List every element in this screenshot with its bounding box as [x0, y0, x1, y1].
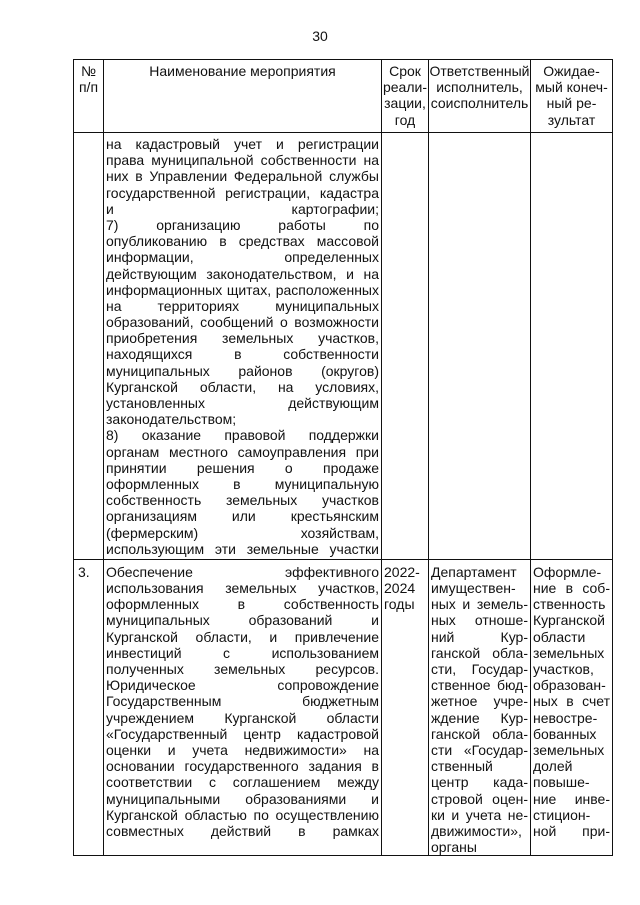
text-line: учреждением Курганской области [106, 709, 379, 726]
text-line: ние в соб- [533, 580, 610, 597]
text-line: сти «Государ- [431, 741, 528, 758]
text-line: государственной регистрации, кадастра [106, 184, 379, 201]
text-line: Наименование мероприятия [149, 63, 336, 79]
activity-name-cell [104, 559, 382, 855]
text-line: долей [533, 758, 573, 775]
text-line: годы [384, 596, 415, 613]
text-line: совместных действий в рамках [106, 822, 379, 839]
page-number: 30 [312, 28, 328, 44]
text-line: Курганской области, на условиях, [106, 378, 379, 395]
text-line: использующим эти земельные участки [106, 540, 379, 557]
header-responsible [429, 60, 531, 133]
text-line: информационных щитах, расположенных [106, 281, 379, 298]
text-line: «Государственный центр кадастровой [106, 725, 379, 742]
text-line: полученных земельных ресурсов. [106, 661, 379, 677]
text-line: муниципальных районов (округов) [106, 362, 379, 379]
text-line: движимости», [431, 822, 522, 839]
text-line: Курганской области, и привлечение [106, 628, 379, 645]
text-line: участков, [533, 661, 594, 677]
text-line: организациям или крестьянским [106, 508, 379, 525]
text-line: муниципальных образований и [106, 612, 379, 629]
text-line: соответствии с соглашением между [106, 774, 379, 791]
text-line: муниципальными образованиями и [106, 790, 379, 807]
text-line: оформленных в собственность [106, 596, 379, 613]
text-line: зации, [384, 95, 426, 112]
text-line: ние инве- [533, 790, 610, 807]
header-name [104, 60, 382, 133]
row-number [74, 133, 104, 560]
responsible-text [429, 564, 530, 855]
text-line: земельных [533, 741, 605, 758]
activity-name-cell [104, 133, 382, 560]
text-line: инвестиций с использованием [106, 644, 379, 661]
text-line: использования земельных участков, [106, 580, 379, 597]
text-line: ственный [431, 758, 493, 775]
text-line: образований, сообщений о возможности [106, 314, 379, 331]
text-line: 2024 [384, 580, 416, 597]
text-line: ганской обла- [431, 644, 528, 661]
text-line: законодательством; [106, 411, 237, 428]
text-line: реали- [382, 79, 427, 96]
table-row [74, 133, 613, 560]
text-line: собственность земельных участков [106, 492, 379, 509]
text-line: ной при- [533, 822, 610, 839]
text-line: ных отноше- [431, 612, 528, 629]
text-line: оформленных в муниципальную [106, 475, 379, 492]
text-line: приобретения земельных участков, [106, 330, 379, 347]
text-line: 8) оказание правовой поддержки [106, 427, 379, 444]
text-line: области [533, 628, 586, 645]
text-line: Государственным бюджетным [106, 693, 379, 710]
text-line: 7) организацию работы по [106, 216, 379, 233]
text-line: имуществен- [431, 580, 516, 597]
result-cell [531, 559, 613, 855]
result-text [531, 564, 612, 839]
text-line: оценки и учета недвижимости» на [106, 741, 379, 758]
text-line: повыше- [533, 774, 590, 791]
text-line: Департамент [431, 563, 517, 580]
text-line: ганской обла- [431, 725, 528, 742]
text-line: ний Кур- [431, 628, 528, 645]
term-text [382, 564, 428, 613]
text-line: ственное бюд- [431, 677, 528, 694]
text-line: на кадастровый учет и регистрации [106, 136, 379, 152]
text-line: ных и земель- [431, 596, 528, 613]
text-line: мый конеч- [535, 79, 608, 96]
text-line: образован- [533, 677, 606, 694]
header-num [74, 60, 104, 133]
text-line: год [394, 111, 416, 128]
activities-table [73, 59, 613, 856]
responsible-cell [429, 559, 531, 855]
term-cell [382, 133, 429, 560]
text-line: (фермерским) хозяйствам, [106, 524, 379, 541]
text-line: центр када- [431, 774, 528, 791]
text-line: Курганской [533, 612, 605, 629]
text-line: ных в счет [533, 693, 610, 710]
text-line: действующим законодательством, и на [106, 265, 379, 282]
text-line: Ожидае- [543, 63, 600, 79]
responsible-cell [429, 133, 531, 560]
text-line: права муниципальной собственности на [106, 152, 379, 169]
text-line: Курганской областью по осуществлению [106, 806, 379, 823]
text-line: № [80, 63, 97, 79]
text-line: ственность [533, 596, 606, 613]
text-line: стровой оцен- [431, 790, 528, 807]
text-line: сти, Государ- [431, 661, 528, 677]
text-line: Ответственный [429, 63, 530, 79]
text-line: стицион- [533, 806, 591, 823]
table-header-row [74, 60, 613, 133]
text-line: Оформле- [533, 563, 602, 580]
text-line: жетное учре- [431, 693, 528, 710]
text-line: земельных [533, 644, 605, 661]
text-line: Обеспечение эффективного [106, 563, 379, 580]
text-line: органы [431, 839, 477, 856]
text-line: и картографии; [106, 200, 379, 217]
text-line: находящихся в собственности [106, 346, 379, 363]
text-line: основании государственного задания в [106, 758, 379, 775]
text-line: Срок [389, 63, 421, 79]
text-line: опубликованию в средствах массовой [106, 233, 379, 250]
text-line: на территориях муниципальных [106, 297, 379, 314]
text-line: бованных [533, 725, 597, 742]
text-line: 2022- [384, 563, 420, 580]
term-cell [382, 559, 429, 855]
activity-name-text [104, 136, 381, 557]
text-line: них в Управлении Федеральной службы [106, 168, 379, 185]
table-row [74, 559, 613, 855]
header-result [531, 60, 613, 133]
text-line: органам местного самоуправления при [106, 443, 379, 460]
text-line: установленных действующим [106, 395, 379, 411]
text-line: зультат [547, 111, 596, 128]
text-line: Юридическое сопровождение [106, 677, 379, 694]
result-cell [531, 133, 613, 560]
text-line: ждение Кур- [431, 709, 528, 726]
row-number: 3. [74, 559, 104, 855]
text-line: ки и учета не- [431, 806, 528, 823]
header-term [382, 60, 429, 133]
text-line: соисполнитель [430, 95, 529, 112]
text-line: невостре- [533, 709, 598, 726]
text-line: п/п [78, 79, 99, 96]
activity-name-text [104, 564, 381, 839]
text-line: принятии решения о продаже [106, 459, 379, 476]
text-line: ный ре- [546, 95, 597, 112]
text-line: исполнитель, [436, 79, 523, 96]
text-line: информации, определенных [106, 249, 379, 266]
